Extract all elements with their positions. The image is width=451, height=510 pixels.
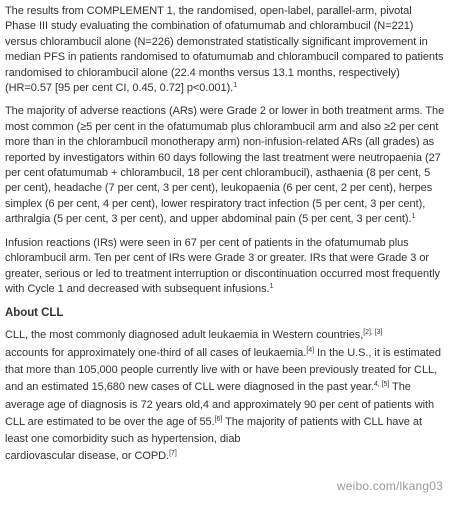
citation-ref[interactable]: [6]	[214, 415, 223, 423]
footnote-ref[interactable]: 1	[269, 282, 274, 290]
paragraph-complement-results: The results from COMPLEMENT 1, the randomised, open-label, parallel-arm, pivotal Phase III study evaluating the combination of ofatumumab and chlorambucil (N=221) versus chlorambucil alone (N=226) demonstrated statistically significant improvement in median PFS in patients randomised to ofatumumab and chlorambucil compared to patients randomised to chlorambucil alone (22.4 months versus 13.1 months, respectively) (HR=0.57 [95 per cent CI, 0.45, 0.72] p<0.001).$^1$	[5, 5, 444, 95]
citation-ref[interactable]: [7]	[169, 450, 177, 458]
footnote-ref[interactable]: 1	[411, 213, 416, 221]
watermark-text: weibo.com/lkang03	[336, 479, 443, 493]
citation-ref[interactable]: [4]	[306, 346, 314, 354]
footnote-ref[interactable]: 1	[233, 82, 238, 90]
paragraph-adverse-reactions: The majority of adverse reactions (ARs) were Grade 2 or lower in both treatment arms. The most common (≥5 per cent in the ofatumumab plus chlorambucil arm and also ≥2 per cent more than in the chlorambucil monotherapy arm) non-infusion-related ARs (all grades) as reported by investigators within 60 days following the last treatment were neutropaenia (27 per cent ofatumumab + chlorambucil, 18 per cent chlorambucil), asthaenia (8 per cent, 5 per cent), headache (7 per cent, 3 per cent), leukopaenia (6 per cent, 2 per cent), herpes simplex (6 per cent, 4 per cent), lower respiratory tract infection (5 per cent, 3 per cent), arthralgia (5 per cent, 3 per cent), and upper abdominal pain (5 per cent, 3 per cent).$^1$	[5, 105, 445, 226]
paragraph-infusion-reactions: Infusion reactions (IRs) were seen in 67 per cent of patients in the ofatumumab plus chlorambucil arm. Ten per cent of IRs were Grade 3 or greater. IRs that were Grade 3 or greater, serious or led to treatment interruption or discontinuation occurred most frequently with Cycle 1 and decreased with subsequent infusions.$^1$	[5, 236, 440, 295]
citation-ref[interactable]: [2], [3]	[363, 329, 383, 337]
section-heading-about-cll: About CLL	[5, 307, 64, 320]
citation-ref[interactable]: 4, [5]	[373, 381, 390, 389]
paragraph-about-cll: CLL, the most commonly diagnosed adult leukaemia in Western countries,[2], [3] accounts for approximately one-third of all cases of leukaemia.[4] In the U.S., it is estimated that more than 105,000 people currently live with or have been previously treated for CLL, and an estimated 15,680 new cases of CLL were diagnosed in the past year.$^{4, [5]}$ The average age of diagnosis is 72 years old,4 and approximately 90 per cent of patients with CLL are estimated to be over the age of 55.[6] The majority of patients with CLL have at least one comorbidity such as hypertension, diab cardiovascular disease, or COPD.[7]	[5, 329, 441, 463]
